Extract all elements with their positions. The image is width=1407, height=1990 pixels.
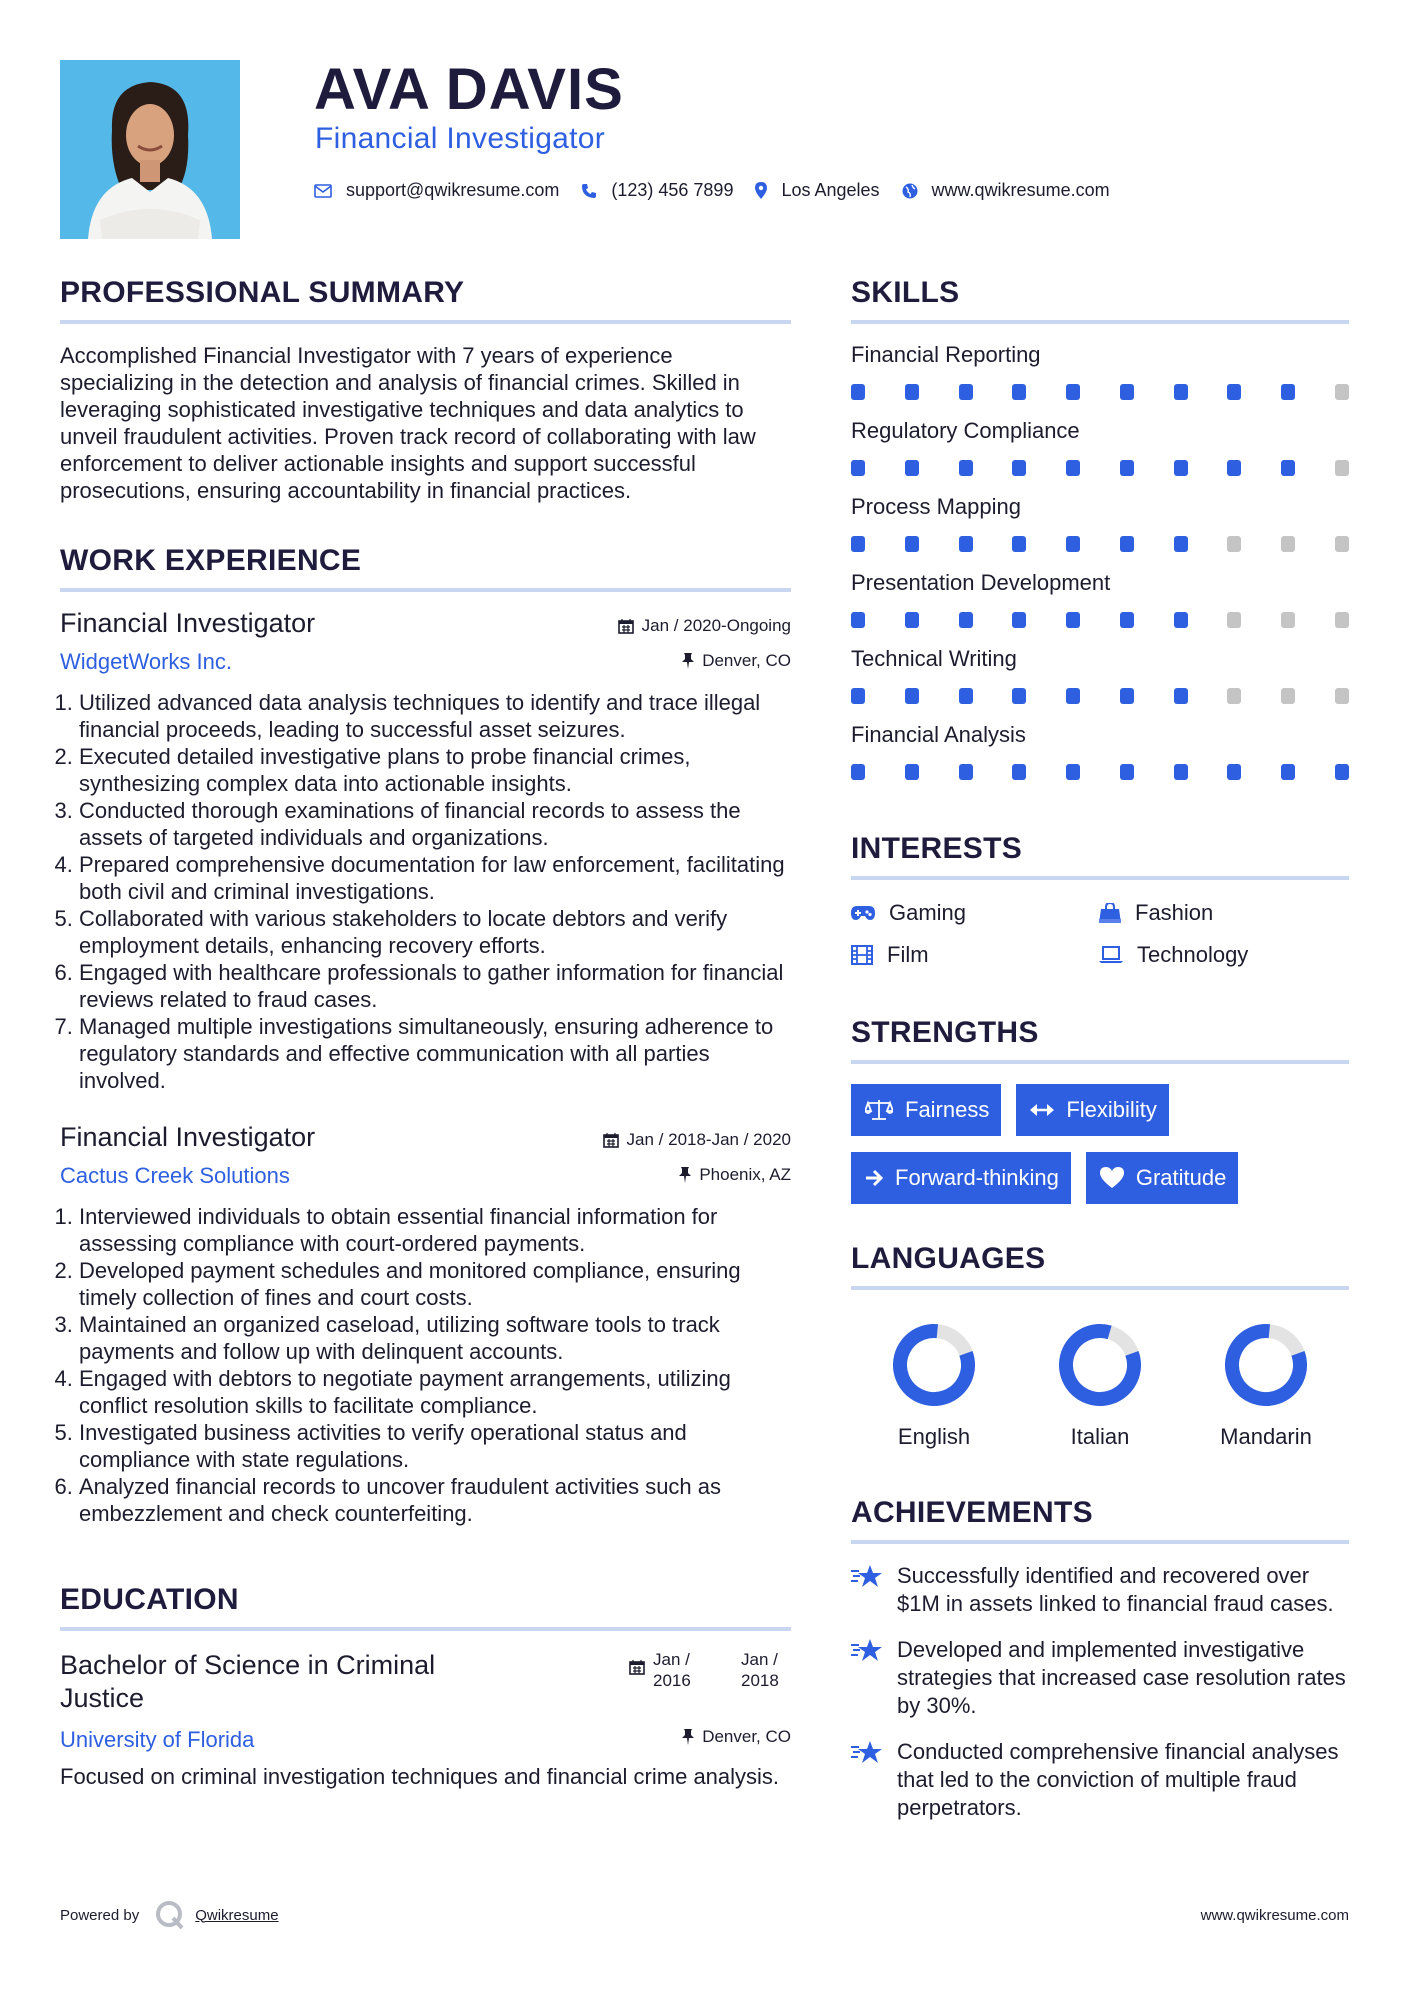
rating-dot-empty (1227, 612, 1241, 628)
skill-rating (851, 612, 1349, 628)
skill-rating (851, 688, 1349, 704)
skill-rating (851, 536, 1349, 552)
rating-dot-filled (1066, 688, 1080, 704)
job-dates (603, 1130, 791, 1150)
rating-dot-filled (1281, 460, 1295, 476)
job-bullet: 7. Managed multiple investigations simultaneously, ensuring adherence to regulatory standards and effective communication with all parties involved. (79, 1013, 791, 1094)
skills-list (851, 342, 1349, 780)
rating-dot-filled (1174, 612, 1188, 628)
globe-icon (902, 183, 918, 199)
education-description: Focused on criminal investigation techniques and financial crime analysis. (60, 1764, 780, 1789)
job-dates-text: Jan / 2018-Jan / 2020 (626, 1130, 791, 1149)
rating-dot-filled (1066, 612, 1080, 628)
skill-name: Financial Analysis (851, 722, 1026, 747)
education-heading: EDUCATION (60, 1583, 791, 1631)
rating-dot-filled (959, 688, 973, 704)
skills-heading: SKILLS (851, 276, 1349, 324)
achievements-heading: ACHIEVEMENTS (851, 1496, 1349, 1544)
skill-rating (851, 764, 1349, 780)
donut-fill (891, 1322, 977, 1408)
pushpin-icon (682, 653, 694, 669)
rating-dot-empty (1335, 612, 1349, 628)
skill-item (851, 418, 1349, 476)
job-role: Financial Investigator (60, 608, 316, 638)
job-location (679, 1165, 791, 1185)
job-entry (60, 1122, 791, 1527)
strength-badge (1016, 1084, 1168, 1136)
rating-dot-filled (1066, 764, 1080, 780)
degree-title: Bachelor of Science in Criminal Justice (60, 1650, 436, 1713)
interests-list (851, 900, 1349, 968)
rating-dot-filled (1281, 764, 1295, 780)
rating-dot-filled (1174, 460, 1188, 476)
interest-item (1099, 900, 1349, 926)
interest-item (851, 900, 1099, 926)
education-location-text: Denver, CO (702, 1727, 791, 1746)
qwikresume-logo-icon (155, 1900, 185, 1930)
interest-label: Film (887, 942, 929, 967)
interest-label: Fashion (1135, 900, 1214, 925)
rating-dot-filled (1174, 764, 1188, 780)
school-name: University of Florida (60, 1727, 255, 1752)
education-location (682, 1727, 791, 1747)
languages-heading: LANGUAGES (851, 1242, 1349, 1290)
rating-dot-filled (1012, 612, 1026, 628)
rating-dot-empty (1335, 688, 1349, 704)
rating-dot-filled (959, 460, 973, 476)
footer (60, 1900, 1349, 1930)
contact-email-text: support@qwikresume.com (346, 180, 560, 200)
strengths-list (851, 1084, 1349, 1204)
contact-bar (314, 180, 1132, 201)
profile-photo (60, 60, 240, 239)
rating-dot-filled (905, 384, 919, 400)
star-icon (851, 1740, 883, 1766)
skill-item (851, 342, 1349, 400)
heart-icon (1100, 1167, 1124, 1189)
job-bullets (60, 1203, 791, 1527)
rating-dot-filled (851, 764, 865, 780)
gamepad-icon (851, 905, 875, 921)
summary-heading: PROFESSIONAL SUMMARY (60, 276, 791, 324)
achievement-item (851, 1636, 1349, 1720)
education-end: Jan / 2018 (741, 1650, 779, 1690)
calendar-icon (629, 1659, 645, 1675)
achievement-text: Developed and implemented investigative strategies that increased case resolution rates by 30%. (897, 1637, 1346, 1718)
strength-label: Gratitude (1135, 1165, 1227, 1190)
job-bullet: 6. Analyzed financial records to uncover fraudulent activities such as embezzlement and check counterfeiting. (79, 1473, 791, 1527)
calendar-icon (603, 1132, 619, 1148)
rating-dot-filled (851, 612, 865, 628)
education-dates (629, 1649, 791, 1691)
rating-dot-filled (851, 536, 865, 552)
job-bullet: 3. Conducted thorough examinations of financial records to assess the assets of targeted individuals and organizations. (79, 797, 791, 851)
strength-badge (851, 1152, 1071, 1204)
skill-rating (851, 384, 1349, 400)
job-bullet: 2. Developed payment schedules and monitored compliance, ensuring timely collection of fines and court costs. (79, 1257, 791, 1311)
language-donut (1223, 1322, 1309, 1408)
interest-item (1099, 942, 1349, 968)
job-bullet: 6. Engaged with healthcare professionals to gather information for financial reviews related to fraud cases. (79, 959, 791, 1013)
rating-dot-filled (905, 688, 919, 704)
achievements-list (851, 1562, 1349, 1822)
rating-dot-filled (1174, 688, 1188, 704)
donut-fill (1223, 1322, 1309, 1408)
rating-dot-filled (1012, 536, 1026, 552)
skill-name: Presentation Development (851, 570, 1111, 595)
shopping-bag-icon (1099, 903, 1121, 923)
rating-dot-filled (959, 764, 973, 780)
rating-dot-filled (1227, 384, 1241, 400)
rating-dot-filled (959, 384, 973, 400)
rating-dot-filled (1012, 764, 1026, 780)
rating-dot-filled (1227, 460, 1241, 476)
rating-dot-filled (1120, 460, 1134, 476)
pushpin-icon (682, 1729, 694, 1745)
skill-name: Process Mapping (851, 494, 1021, 519)
job-bullets (60, 689, 791, 1094)
language-item (1017, 1322, 1183, 1450)
language-item (1183, 1322, 1349, 1450)
job-bullet: 4. Engaged with debtors to negotiate payment arrangements, utilizing conflict resolution skills to facilitate compliance. (79, 1365, 791, 1419)
rating-dot-filled (1012, 688, 1026, 704)
language-donut (891, 1322, 977, 1408)
job-bullet: 5. Investigated business activities to verify operational status and compliance with state regulations. (79, 1419, 791, 1473)
pushpin-icon (679, 1167, 691, 1183)
contact-phone-text: (123) 456 7899 (611, 180, 734, 200)
rating-dot-filled (905, 536, 919, 552)
job-entry (60, 608, 791, 1094)
education-entry (60, 1649, 791, 1790)
rating-dot-filled (1012, 460, 1026, 476)
calendar-icon (618, 618, 634, 634)
phone-icon (581, 183, 597, 199)
rating-dot-filled (1066, 460, 1080, 476)
rating-dot-filled (1012, 384, 1026, 400)
skill-name: Regulatory Compliance (851, 418, 1080, 443)
languages-list (851, 1322, 1349, 1450)
film-icon (851, 945, 873, 965)
job-dates (618, 616, 791, 636)
rating-dot-filled (1066, 536, 1080, 552)
job-bullet: 4. Prepared comprehensive documentation for law enforcement, facilitating both civil and criminal investigations. (79, 851, 791, 905)
experience-heading: WORK EXPERIENCE (60, 544, 791, 592)
language-donut (1057, 1322, 1143, 1408)
job-company: Cactus Creek Solutions (60, 1163, 290, 1188)
rating-dot-filled (1066, 384, 1080, 400)
job-bullet: 1. Utilized advanced data analysis techniques to identify and trace illegal financial proceeds, leading to successful asset seizures. (79, 689, 791, 743)
job-dates-text: Jan / 2020-Ongoing (641, 616, 791, 635)
star-icon (851, 1564, 883, 1590)
qwikresume-link[interactable]: Qwikresume (195, 1906, 279, 1924)
rating-dot-filled (959, 612, 973, 628)
rating-dot-empty (1335, 536, 1349, 552)
skill-name: Financial Reporting (851, 342, 1041, 367)
interests-heading: INTERESTS (851, 832, 1349, 880)
rating-dot-filled (1227, 764, 1241, 780)
achievement-item (851, 1738, 1349, 1822)
strength-label: Forward-thinking (895, 1165, 1059, 1190)
rating-dot-empty (1281, 536, 1295, 552)
skill-item (851, 722, 1349, 780)
rating-dot-filled (1120, 384, 1134, 400)
contact-website[interactable] (902, 180, 1110, 201)
candidate-name: AVA DAVIS (314, 57, 624, 122)
rating-dot-filled (959, 536, 973, 552)
donut-fill (1057, 1322, 1143, 1408)
strength-label: Fairness (905, 1097, 990, 1122)
strength-badge (851, 1084, 1001, 1136)
job-role: Financial Investigator (60, 1122, 316, 1152)
arrow-right-icon (865, 1169, 883, 1187)
contact-email[interactable] (314, 180, 559, 201)
arrows-horizontal-icon (1030, 1103, 1054, 1117)
achievement-text: Successfully identified and recovered over $1M in assets linked to financial fraud cases. (897, 1563, 1334, 1616)
rating-dot-filled (851, 460, 865, 476)
envelope-icon (314, 184, 332, 198)
interest-label: Gaming (889, 900, 967, 925)
language-item (851, 1322, 1017, 1450)
rating-dot-filled (1174, 384, 1188, 400)
rating-dot-filled (1335, 764, 1349, 780)
rating-dot-empty (1335, 460, 1349, 476)
job-company: WidgetWorks Inc. (60, 649, 232, 674)
rating-dot-empty (1227, 536, 1241, 552)
balance-scale-icon (865, 1099, 893, 1121)
rating-dot-empty (1227, 688, 1241, 704)
contact-location-text: Los Angeles (781, 180, 880, 200)
strength-label: Flexibility (1066, 1097, 1157, 1122)
job-bullet: 5. Collaborated with various stakeholders to locate debtors and verify employment details, enhancing recovery efforts. (79, 905, 791, 959)
skill-item (851, 570, 1349, 628)
language-name: English (897, 1424, 971, 1449)
contact-phone[interactable] (581, 180, 733, 201)
contact-location (755, 180, 879, 201)
star-icon (851, 1638, 883, 1664)
left-column (60, 276, 791, 1790)
rating-dot-empty (1281, 612, 1295, 628)
skill-name: Technical Writing (851, 646, 1017, 671)
job-location-text: Denver, CO (702, 651, 791, 670)
rating-dot-filled (1120, 764, 1134, 780)
rating-dot-filled (905, 764, 919, 780)
skill-item (851, 646, 1349, 704)
rating-dot-filled (1120, 688, 1134, 704)
rating-dot-filled (905, 460, 919, 476)
job-location-text: Phoenix, AZ (699, 1165, 791, 1184)
job-bullet: 2. Executed detailed investigative plans to probe financial crimes, synthesizing complex data into actionable insights. (79, 743, 791, 797)
map-marker-icon (755, 182, 767, 199)
language-name: Italian (1070, 1424, 1130, 1449)
job-bullet: 1. Interviewed individuals to obtain essential financial information for assessing compliance with court-ordered payments. (79, 1203, 791, 1257)
interest-label: Technology (1137, 942, 1249, 967)
contact-website-text: www.qwikresume.com (931, 180, 1110, 200)
rating-dot-filled (1281, 384, 1295, 400)
candidate-title: Financial Investigator (315, 122, 606, 155)
job-bullet: 3. Maintained an organized caseload, utilizing software tools to track payments and follow up with delinquent accounts. (79, 1311, 791, 1365)
rating-dot-filled (1120, 612, 1134, 628)
interest-item (851, 942, 1099, 968)
rating-dot-filled (851, 384, 865, 400)
strength-badge (1086, 1152, 1239, 1204)
skill-item (851, 494, 1349, 552)
laptop-icon (1099, 946, 1123, 964)
right-column (851, 276, 1349, 1822)
strengths-heading: STRENGTHS (851, 1016, 1349, 1064)
skill-rating (851, 460, 1349, 476)
rating-dot-filled (851, 688, 865, 704)
achievement-text: Conducted comprehensive financial analyses that led to the conviction of multiple fraud perpetrators. (897, 1739, 1339, 1820)
education-start: Jan / 2016 (653, 1650, 691, 1690)
rating-dot-filled (905, 612, 919, 628)
rating-dot-empty (1335, 384, 1349, 400)
language-name: Mandarin (1220, 1424, 1312, 1449)
job-location (682, 651, 791, 671)
rating-dot-empty (1281, 688, 1295, 704)
rating-dot-filled (1174, 536, 1188, 552)
achievement-item (851, 1562, 1349, 1618)
rating-dot-filled (1120, 536, 1134, 552)
footer-website[interactable]: www.qwikresume.com (1200, 1906, 1349, 1924)
summary-text: Accomplished Financial Investigator with 7 years of experience specializing in the detection and analysis of financial crimes. Skilled in leveraging sophisticated investigative techniques and data analytics to unveil fraudulent activities. Proven track record of collaborating with law enforcement to deliver actionable insights and support successful prosecutions, ensuring accountability in financial practices. (60, 343, 756, 503)
powered-by-label: Powered by (60, 1906, 140, 1924)
